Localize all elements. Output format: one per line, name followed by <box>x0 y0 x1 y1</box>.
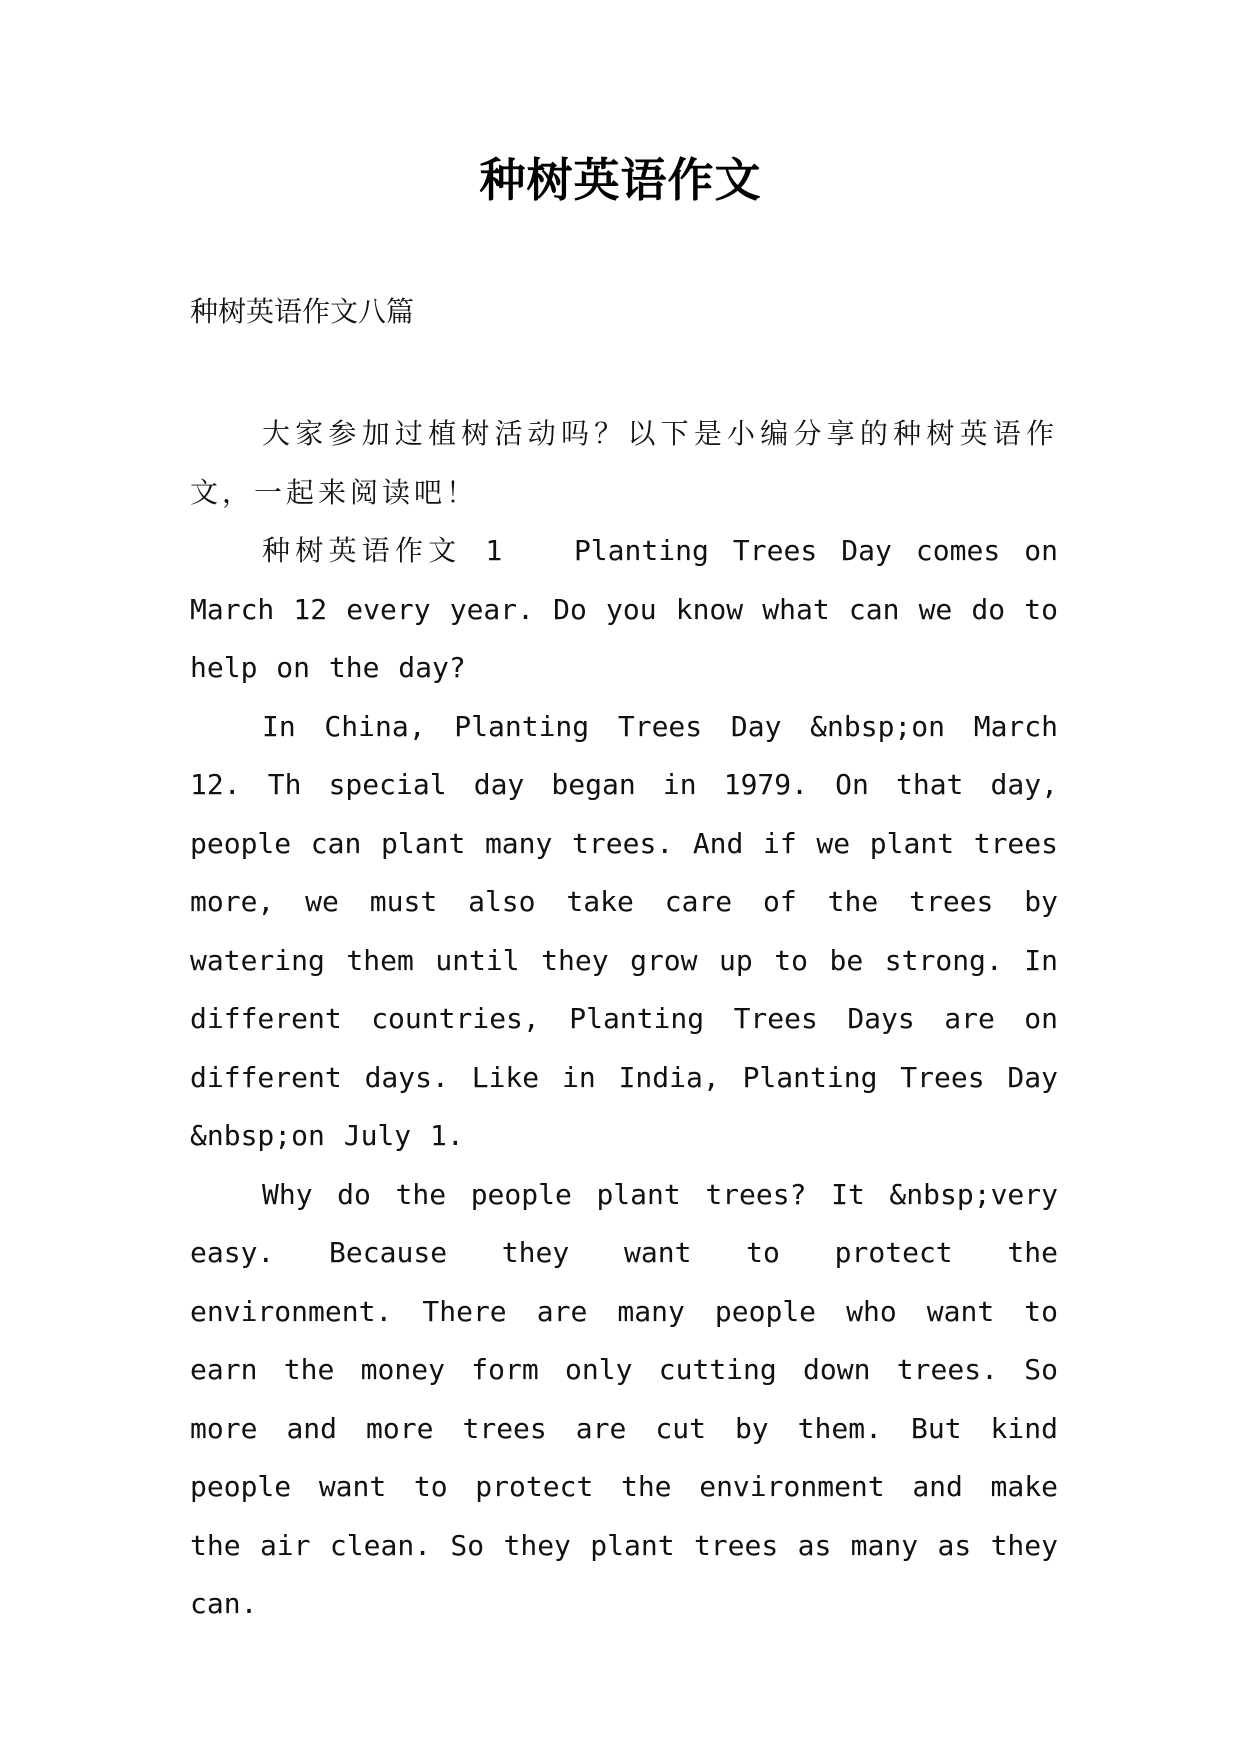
document-subtitle: 种树英语作文八篇 <box>190 295 415 328</box>
paragraph-essay-1-opening: 种树英语作文 1 Planting Trees Day comes on March 12 every year. Do you know what can we do to help on the day? <box>190 534 1058 684</box>
paragraph-intro: 大家参加过植树活动吗？以下是小编分享的种树英语作文，一起来阅读吧！ <box>190 417 1058 509</box>
document-title: 种树英语作文 <box>479 153 762 207</box>
document-body <box>190 405 1058 1634</box>
paragraph-why-plant-trees: Why do the people plant trees? It &nbsp;very easy. Because they want to protect the environment. There are many people who want to earn the money form only cutting down trees. So more and more trees are cut by them. But kind people want to protect the environment and make the air clean. So they plant trees as many as they can. <box>190 1177 1058 1620</box>
paragraph-china-trees-day: In China, Planting Trees Day &nbsp;on March 12. Th special day began in 1979. On that day, people can plant many trees. And if we plant trees more, we must also take care of the trees by watering them until they grow up to be strong. In different countries, Planting Trees Days are on different days. Like in India, Planting Trees Day &nbsp;on July 1. <box>190 709 1058 1152</box>
